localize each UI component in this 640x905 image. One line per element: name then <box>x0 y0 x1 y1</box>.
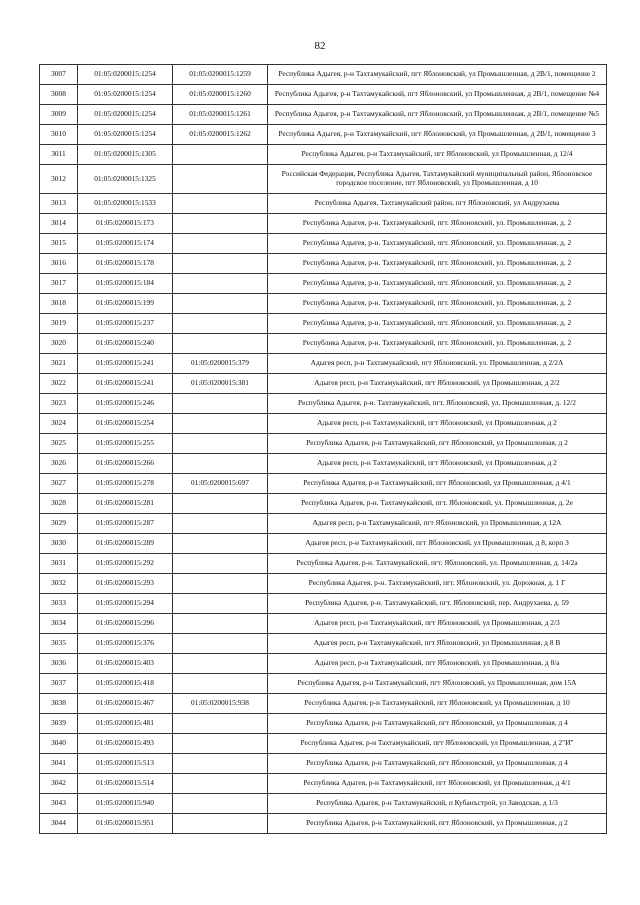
row-number-cell: 3036 <box>40 654 78 674</box>
address-cell: Республика Адыгея, р-н. Тахтамукайский, пгт. Яблоновский, ул. Промышленная, д. 2 <box>268 314 607 334</box>
row-number-cell: 3039 <box>40 714 78 734</box>
row-number-cell: 3022 <box>40 374 78 394</box>
register-table <box>39 64 607 834</box>
table-row <box>40 354 607 374</box>
address-cell: Республика Адыгея, р-н Тахтамукайский, пгт Яблоновский, ул Промышленная, д 10 <box>268 694 607 714</box>
object-number-cell <box>173 614 268 634</box>
object-number-cell <box>173 214 268 234</box>
table-row <box>40 234 607 254</box>
address-cell: Республика Адыгея, р-н. Тахтамукайский, пгт. Яблоновский, пер. Андрухаева, д. 59 <box>268 594 607 614</box>
cadastral-number-cell: 01:05:0200015:199 <box>78 294 173 314</box>
row-number-cell: 3034 <box>40 614 78 634</box>
address-cell: Республика Адыгея, р-н Тахтамукайский, пгт Яблоновский, ул Промышленная, д 2В/1, помещение 2 <box>268 65 607 85</box>
object-number-cell: 01:05:0200015:697 <box>173 474 268 494</box>
table-row <box>40 105 607 125</box>
cadastral-number-cell: 01:05:0200015:1325 <box>78 165 173 194</box>
cadastral-number-cell: 01:05:0200015:266 <box>78 454 173 474</box>
object-number-cell: 01:05:0200015:1260 <box>173 85 268 105</box>
address-cell: Республика Адыгея, р-н. Тахтамукайский, пгт. Яблоновский, ул. Промышленная, д. 2 <box>268 254 607 274</box>
cadastral-number-cell: 01:05:0200015:951 <box>78 814 173 834</box>
address-cell: Республика Адыгея, р-н Тахтамукайский, пгт Яблоновский, ул Промышленная, д 12/4 <box>268 145 607 165</box>
table-row <box>40 454 607 474</box>
row-number-cell: 3025 <box>40 434 78 454</box>
table-row <box>40 145 607 165</box>
object-number-cell <box>173 774 268 794</box>
address-cell: Адыгея респ, р-н Тахтамукайский, пгт Яблоновский, ул Промышленная, д 2/2 <box>268 374 607 394</box>
table-row <box>40 394 607 414</box>
object-number-cell <box>173 554 268 574</box>
object-number-cell <box>173 714 268 734</box>
table-row <box>40 414 607 434</box>
object-number-cell <box>173 334 268 354</box>
object-number-cell <box>173 674 268 694</box>
object-number-cell <box>173 234 268 254</box>
row-number-cell: 3014 <box>40 214 78 234</box>
row-number-cell: 3018 <box>40 294 78 314</box>
cadastral-number-cell: 01:05:0200015:1254 <box>78 125 173 145</box>
row-number-cell: 3017 <box>40 274 78 294</box>
table-row <box>40 65 607 85</box>
row-number-cell: 3020 <box>40 334 78 354</box>
row-number-cell: 3033 <box>40 594 78 614</box>
object-number-cell <box>173 394 268 414</box>
object-number-cell <box>173 414 268 434</box>
row-number-cell: 3031 <box>40 554 78 574</box>
address-cell: Республика Адыгея, р-н Тахтамукайский, пгт Яблоновский, ул Промышленная, дом 15А <box>268 674 607 694</box>
address-cell: Республика Адыгея, р-н Тахтамукайский, пгт Яблоновский, ул Промышленная, д 2"И" <box>268 734 607 754</box>
object-number-cell <box>173 734 268 754</box>
row-number-cell: 3028 <box>40 494 78 514</box>
cadastral-number-cell: 01:05:0200015:254 <box>78 414 173 434</box>
object-number-cell <box>173 294 268 314</box>
table-row <box>40 474 607 494</box>
address-cell: Республика Адыгея, р-н. Тахтамукайский, пгт. Яблоновский, ул. Промышленная, д. 2 <box>268 274 607 294</box>
cadastral-number-cell: 01:05:0200015:1305 <box>78 145 173 165</box>
row-number-cell: 3027 <box>40 474 78 494</box>
cadastral-number-cell: 01:05:0200015:514 <box>78 774 173 794</box>
cadastral-number-cell: 01:05:0200015:289 <box>78 534 173 554</box>
row-number-cell: 3021 <box>40 354 78 374</box>
cadastral-number-cell: 01:05:0200015:178 <box>78 254 173 274</box>
cadastral-number-cell: 01:05:0200015:184 <box>78 274 173 294</box>
row-number-cell: 3044 <box>40 814 78 834</box>
address-cell: Республика Адыгея, р-н. Тахтамукайский, пгт. Яблоновский, ул. Промышленная, д. 2 <box>268 334 607 354</box>
table-row <box>40 374 607 394</box>
object-number-cell: 01:05:0200015:381 <box>173 374 268 394</box>
table-row <box>40 574 607 594</box>
address-cell: Адыгея респ, р-н Тахтамукайский, пгт Яблоновский, ул Промышленная, д 8/а <box>268 654 607 674</box>
cadastral-number-cell: 01:05:0200015:173 <box>78 214 173 234</box>
table-row <box>40 714 607 734</box>
cadastral-number-cell: 01:05:0200015:255 <box>78 434 173 454</box>
row-number-cell: 3029 <box>40 514 78 534</box>
object-number-cell <box>173 814 268 834</box>
table-row <box>40 534 607 554</box>
row-number-cell: 3042 <box>40 774 78 794</box>
cadastral-number-cell: 01:05:0200015:241 <box>78 374 173 394</box>
row-number-cell: 3013 <box>40 194 78 214</box>
row-number-cell: 3023 <box>40 394 78 414</box>
row-number-cell: 3037 <box>40 674 78 694</box>
row-number-cell: 3015 <box>40 234 78 254</box>
table-row <box>40 734 607 754</box>
row-number-cell: 3016 <box>40 254 78 274</box>
address-cell: Республика Адыгея, р-н Тахтамукайский, пгт Яблоновский, ул Промышленная, д 4/1 <box>268 474 607 494</box>
table-row <box>40 554 607 574</box>
cadastral-number-cell: 01:05:0200015:294 <box>78 594 173 614</box>
address-cell: Адыгея респ, р-н Тахтамукайский, пгт Яблоновский, ул Промышленная, д 2/3 <box>268 614 607 634</box>
address-cell: Адыгея респ, р-н Тахтамукайский, пгт Яблоновский, ул Промышленная, д 2 <box>268 454 607 474</box>
table-row <box>40 274 607 294</box>
address-cell: Республика Адыгея, р-н. Тахтамукайский, пгт. Яблоновский, ул. Промышленная, д. 14/2а <box>268 554 607 574</box>
table-row <box>40 334 607 354</box>
cadastral-number-cell: 01:05:0200015:403 <box>78 654 173 674</box>
object-number-cell <box>173 194 268 214</box>
object-number-cell: 01:05:0200015:379 <box>173 354 268 374</box>
table-row <box>40 634 607 654</box>
address-cell: Адыгея респ, р-н Тахтамукайский, пгт Яблоновский, ул Промышленная, д 12А <box>268 514 607 534</box>
address-cell: Республика Адыгея, р-н Тахтамукайский, п Кубанъстрой, ул Заводская, д 1/3 <box>268 794 607 814</box>
address-cell: Республика Адыгея, р-н Тахтамукайский, пгт Яблоновский, ул Промышленная, д 4/1 <box>268 774 607 794</box>
object-number-cell: 01:05:0200015:938 <box>173 694 268 714</box>
object-number-cell: 01:05:0200015:1262 <box>173 125 268 145</box>
row-number-cell: 3035 <box>40 634 78 654</box>
object-number-cell <box>173 434 268 454</box>
cadastral-number-cell: 01:05:0200015:296 <box>78 614 173 634</box>
table-row <box>40 214 607 234</box>
object-number-cell <box>173 314 268 334</box>
cadastral-number-cell: 01:05:0200015:376 <box>78 634 173 654</box>
cadastral-number-cell: 01:05:0200015:237 <box>78 314 173 334</box>
cadastral-number-cell: 01:05:0200015:481 <box>78 714 173 734</box>
table-row <box>40 254 607 274</box>
register-table-body <box>40 65 607 834</box>
address-cell: Республика Адыгея, р-н Тахтамукайский, пгт Яблоновский, ул Промышленная, д 2 <box>268 434 607 454</box>
row-number-cell: 3010 <box>40 125 78 145</box>
cadastral-number-cell: 01:05:0200015:1254 <box>78 65 173 85</box>
object-number-cell <box>173 634 268 654</box>
cadastral-number-cell: 01:05:0200015:1254 <box>78 105 173 125</box>
row-number-cell: 3043 <box>40 794 78 814</box>
table-row <box>40 774 607 794</box>
cadastral-number-cell: 01:05:0200015:174 <box>78 234 173 254</box>
cadastral-number-cell: 01:05:0200015:1533 <box>78 194 173 214</box>
table-row <box>40 754 607 774</box>
table-row <box>40 594 607 614</box>
row-number-cell: 3040 <box>40 734 78 754</box>
table-row <box>40 125 607 145</box>
address-cell: Республика Адыгея, р-н. Тахтамукайский, пгт. Яблоновский, ул. Промышленная, д. 2 <box>268 234 607 254</box>
table-row <box>40 814 607 834</box>
cadastral-number-cell: 01:05:0200015:281 <box>78 494 173 514</box>
row-number-cell: 3032 <box>40 574 78 594</box>
table-row <box>40 674 607 694</box>
object-number-cell <box>173 534 268 554</box>
address-cell: Адыгея респ, р-н Тахтамукайский, пгт Яблоновский, ул. Промышленная, д 2/2А <box>268 354 607 374</box>
cadastral-number-cell: 01:05:0200015:287 <box>78 514 173 534</box>
table-row <box>40 85 607 105</box>
address-cell: Республика Адыгея, р-н. Тахтамукайский, пгт. Яблоновский, ул. Промышленная, д. 2 <box>268 294 607 314</box>
row-number-cell: 3009 <box>40 105 78 125</box>
address-cell: Республика Адыгея, р-н. Тахтамукайский, пгт. Яблоновский, ул. Промышленная, д. 2е <box>268 494 607 514</box>
row-number-cell: 3024 <box>40 414 78 434</box>
address-cell: Республика Адыгея, р-н. Тахтамукайский, пгт. Яблоновский, ул. Промышленная, д. 12/2 <box>268 394 607 414</box>
row-number-cell: 3012 <box>40 165 78 194</box>
table-row <box>40 514 607 534</box>
table-row <box>40 794 607 814</box>
object-number-cell <box>173 254 268 274</box>
row-number-cell: 3019 <box>40 314 78 334</box>
object-number-cell <box>173 594 268 614</box>
cadastral-number-cell: 01:05:0200015:293 <box>78 574 173 594</box>
object-number-cell <box>173 494 268 514</box>
address-cell: Адыгея респ, р-н Тахтамукайский, пгт Яблоновский, ул Промышленная, д 8 В <box>268 634 607 654</box>
object-number-cell: 01:05:0200015:1261 <box>173 105 268 125</box>
table-row <box>40 434 607 454</box>
object-number-cell <box>173 145 268 165</box>
cadastral-number-cell: 01:05:0200015:241 <box>78 354 173 374</box>
table-row <box>40 314 607 334</box>
address-cell: Республика Адыгея, р-н Тахтамукайский, пгт Яблоновский, ул Промышленная, д 2В/1, помещение 3 <box>268 125 607 145</box>
cadastral-number-cell: 01:05:0200015:513 <box>78 754 173 774</box>
address-cell: Республика Адыгея, р-н Тахтамукайский, пгт Яблоновский, ул Промышленная, д 2В/1, помещение №5 <box>268 105 607 125</box>
address-cell: Российская Федерация, Республика Адыгея, Тахтамукайский муниципальный район, Яблоновское городское поселение, пгт Яблоновский, ул Промышленная, д 10 <box>268 165 607 194</box>
address-cell: Республика Адыгея, р-н. Тахтамукайский, пгт. Яблоновский, ул. Промышленная, д. 2 <box>268 214 607 234</box>
row-number-cell: 3038 <box>40 694 78 714</box>
object-number-cell <box>173 454 268 474</box>
cadastral-number-cell: 01:05:0200015:493 <box>78 734 173 754</box>
table-row <box>40 614 607 634</box>
object-number-cell <box>173 165 268 194</box>
table-row <box>40 694 607 714</box>
object-number-cell <box>173 514 268 534</box>
table-row <box>40 494 607 514</box>
row-number-cell: 3008 <box>40 85 78 105</box>
address-cell: Республика Адыгея, р-н. Тахтамукайский, пгт. Яблоновский, ул. Дорожная, д. 1 Г <box>268 574 607 594</box>
address-cell: Республика Адыгея, р-н Тахтамукайский, пгт Яблоновский, ул Промышленная, д 4 <box>268 754 607 774</box>
cadastral-number-cell: 01:05:0200015:467 <box>78 694 173 714</box>
cadastral-number-cell: 01:05:0200015:246 <box>78 394 173 414</box>
object-number-cell <box>173 794 268 814</box>
address-cell: Республика Адыгея, Тахтамукайский район, пгт Яблоновский, ул Андрухаева <box>268 194 607 214</box>
object-number-cell <box>173 754 268 774</box>
address-cell: Республика Адыгея, р-н Тахтамукайский, пгт Яблоновский, ул Промышленная, д 2 <box>268 814 607 834</box>
object-number-cell <box>173 274 268 294</box>
row-number-cell: 3007 <box>40 65 78 85</box>
row-number-cell: 3030 <box>40 534 78 554</box>
address-cell: Республика Адыгея, р-н Тахтамукайский, пгт Яблоновский, ул Промышленная, д 2В/1, помещение №4 <box>268 85 607 105</box>
address-cell: Адыгея респ, р-н Тахтамукайский, пгт Яблоновский, ул Промышленная, д 2 <box>268 414 607 434</box>
row-number-cell: 3041 <box>40 754 78 774</box>
cadastral-number-cell: 01:05:0200015:940 <box>78 794 173 814</box>
row-number-cell: 3026 <box>40 454 78 474</box>
object-number-cell <box>173 574 268 594</box>
object-number-cell <box>173 654 268 674</box>
row-number-cell: 3011 <box>40 145 78 165</box>
object-number-cell: 01:05:0200015:1259 <box>173 65 268 85</box>
table-row <box>40 194 607 214</box>
cadastral-number-cell: 01:05:0200015:278 <box>78 474 173 494</box>
cadastral-number-cell: 01:05:0200015:292 <box>78 554 173 574</box>
address-cell: Республика Адыгея, р-н Тахтамукайский, пгт Яблоновский, ул Промышленная, д 4 <box>268 714 607 734</box>
table-row <box>40 165 607 194</box>
cadastral-number-cell: 01:05:0200015:1254 <box>78 85 173 105</box>
cadastral-number-cell: 01:05:0200015:240 <box>78 334 173 354</box>
address-cell: Адыгея респ, р-н Тахтамукайский, пгт Яблоновский, ул Промышленная, д 8, корп 3 <box>268 534 607 554</box>
page-number: 82 <box>314 40 326 52</box>
table-row <box>40 654 607 674</box>
cadastral-number-cell: 01:05:0200015:418 <box>78 674 173 694</box>
table-row <box>40 294 607 314</box>
